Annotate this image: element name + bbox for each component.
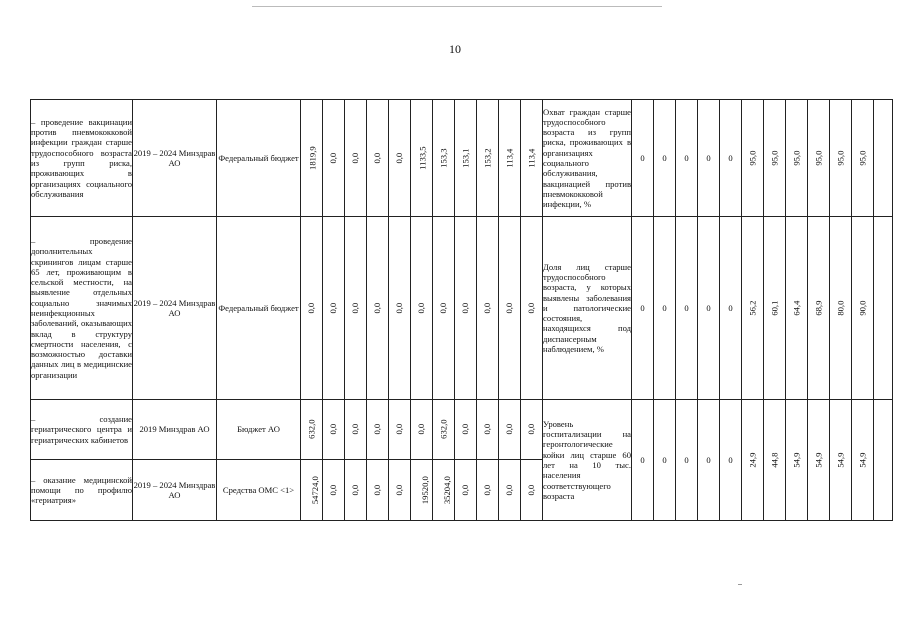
value-cell: 0,0 <box>394 152 405 164</box>
value-cell: 0,0 <box>460 484 471 496</box>
value-cell: 153,3 <box>438 148 449 168</box>
baseline-cell: 0 <box>654 400 676 521</box>
value-cell: 0,0 <box>526 424 537 435</box>
value-cell: 35204,0 <box>441 476 452 504</box>
target-cell: 95,0 <box>769 150 780 166</box>
value-cell: 0,0 <box>438 302 449 314</box>
baseline-cell: 0 <box>632 217 654 400</box>
target-cell: 24,9 <box>747 452 758 468</box>
target-cell: 44,8 <box>769 452 780 468</box>
empty-cell <box>874 217 893 400</box>
target-cell: 60,1 <box>769 300 780 316</box>
funding-source: Бюджет АО <box>217 400 301 460</box>
table-row <box>31 100 893 217</box>
target-cell: 90,0 <box>857 300 868 316</box>
value-cell: 0,0 <box>372 424 383 435</box>
baseline-cell: 0 <box>720 100 742 217</box>
top-rule <box>252 6 662 7</box>
period-executor: 2019 – 2024 Минздрав АО <box>133 460 217 521</box>
target-cell: 54,9 <box>813 452 824 468</box>
program-table <box>30 99 893 521</box>
value-cell: 113,4 <box>526 148 537 168</box>
value-cell: 0,0 <box>372 302 383 314</box>
value-cell: 0,0 <box>460 424 471 435</box>
page-number: 10 <box>449 42 461 56</box>
baseline-cell: 0 <box>676 217 698 400</box>
baseline-cell: 0 <box>632 100 654 217</box>
value-cell: 113,4 <box>504 148 515 168</box>
value-cell: 0,0 <box>526 302 537 314</box>
empty-cell <box>874 100 893 217</box>
indicator-name: Охват граждан старше трудоспособного возраста из групп риска, проживающих в организациях социального обслуживания, вакцинацией против пневмококковой инфекции, % <box>543 100 632 217</box>
value-cell: 632,0 <box>306 419 317 440</box>
value-cell: 0,0 <box>394 302 405 314</box>
value-cell: 632,0 <box>438 419 449 440</box>
period-executor: 2019 Минздрав АО <box>133 400 217 460</box>
target-cell: 80,0 <box>835 300 846 316</box>
value-cell: 0,0 <box>328 152 339 164</box>
target-cell: 95,0 <box>835 150 846 166</box>
value-cell: 0,0 <box>482 424 493 435</box>
target-cell: 64,4 <box>791 300 802 316</box>
value-cell: 0,0 <box>504 302 515 314</box>
value-cell: 0,0 <box>416 302 427 314</box>
value-cell: 0,0 <box>350 424 361 435</box>
value-cell: 0,0 <box>394 424 405 435</box>
target-cell: 56,2 <box>747 300 758 316</box>
value-cell: 1133,5 <box>417 146 428 170</box>
funding-source: Средства ОМС <1> <box>217 460 301 521</box>
baseline-cell: 0 <box>698 217 720 400</box>
value-cell: 0,0 <box>482 484 493 496</box>
value-cell: 1819,9 <box>307 146 318 170</box>
value-cell: 0,0 <box>526 484 537 496</box>
target-cell: 54,9 <box>835 452 846 468</box>
indicator-name: Уровень госпитализации на геронтологические койки лиц старше 60 лет на 10 тыс. населения соответствующего возраста <box>543 400 632 521</box>
target-cell: 54,9 <box>791 452 802 468</box>
value-cell: 0,0 <box>350 302 361 314</box>
value-cell: 0,0 <box>504 424 515 435</box>
empty-cell <box>874 400 893 521</box>
baseline-cell: 0 <box>632 400 654 521</box>
value-cell: 0,0 <box>482 302 493 314</box>
value-cell: 0,0 <box>416 424 427 435</box>
value-cell: 153,1 <box>460 148 471 168</box>
measure-description: – создание гериатрического центра и гериатрических кабинетов <box>31 400 133 460</box>
value-cell: 0,0 <box>350 152 361 164</box>
value-cell: 0,0 <box>372 152 383 164</box>
measure-description: – проведение вакцинации против пневмококковой инфекции граждан старше трудоспособного возраста из групп риска, проживающих в организациях социального обслуживания <box>31 100 133 217</box>
measure-description: – оказание медицинской помощи по профилю «гериатрия» <box>31 460 133 521</box>
target-cell: 95,0 <box>857 150 868 166</box>
value-cell: 153,2 <box>482 148 493 168</box>
baseline-cell: 0 <box>720 217 742 400</box>
table-row <box>31 400 893 460</box>
target-cell: 95,0 <box>791 150 802 166</box>
value-cell: 19520,0 <box>419 476 430 504</box>
value-cell: 0,0 <box>328 484 339 496</box>
baseline-cell: 0 <box>654 100 676 217</box>
target-cell: 95,0 <box>813 150 824 166</box>
value-cell: 0,0 <box>306 302 317 314</box>
value-cell: 0,0 <box>460 302 471 314</box>
funding-source: Федеральный бюджет <box>217 100 301 217</box>
indicator-name: Доля лиц старше трудоспособного возраста, у которых выявлены заболевания и патологические состояния, находящихся под диспансерным наблюдением, % <box>543 217 632 400</box>
value-cell: 0,0 <box>350 484 361 496</box>
value-cell: 0,0 <box>504 484 515 496</box>
value-cell: 0,0 <box>372 484 383 496</box>
target-cell: 95,0 <box>747 150 758 166</box>
period-executor: 2019 – 2024 Минздрав АО <box>133 217 217 400</box>
baseline-cell: 0 <box>676 400 698 521</box>
target-cell: 54,9 <box>857 452 868 468</box>
value-cell: 0,0 <box>328 302 339 314</box>
measure-description: – проведение дополнительных скринингов лицам старше 65 лет, проживающим в сельской местности, на выявление отдельных социально значимых неинфекционных заболеваний, оказывающих вклад в структуру смертности населения, с возможностью доставки данных лиц в медицинские организации <box>31 217 133 400</box>
value-cell: 0,0 <box>394 484 405 496</box>
baseline-cell: 0 <box>698 100 720 217</box>
value-cell: 54724,0 <box>309 476 320 504</box>
target-cell: 68,9 <box>813 300 824 316</box>
baseline-cell: 0 <box>720 400 742 521</box>
baseline-cell: 0 <box>676 100 698 217</box>
stray-mark <box>738 584 742 585</box>
baseline-cell: 0 <box>698 400 720 521</box>
funding-source: Федеральный бюджет <box>217 217 301 400</box>
baseline-cell: 0 <box>654 217 676 400</box>
value-cell: 0,0 <box>328 424 339 435</box>
period-executor: 2019 – 2024 Минздрав АО <box>133 100 217 217</box>
table-row <box>31 217 893 400</box>
